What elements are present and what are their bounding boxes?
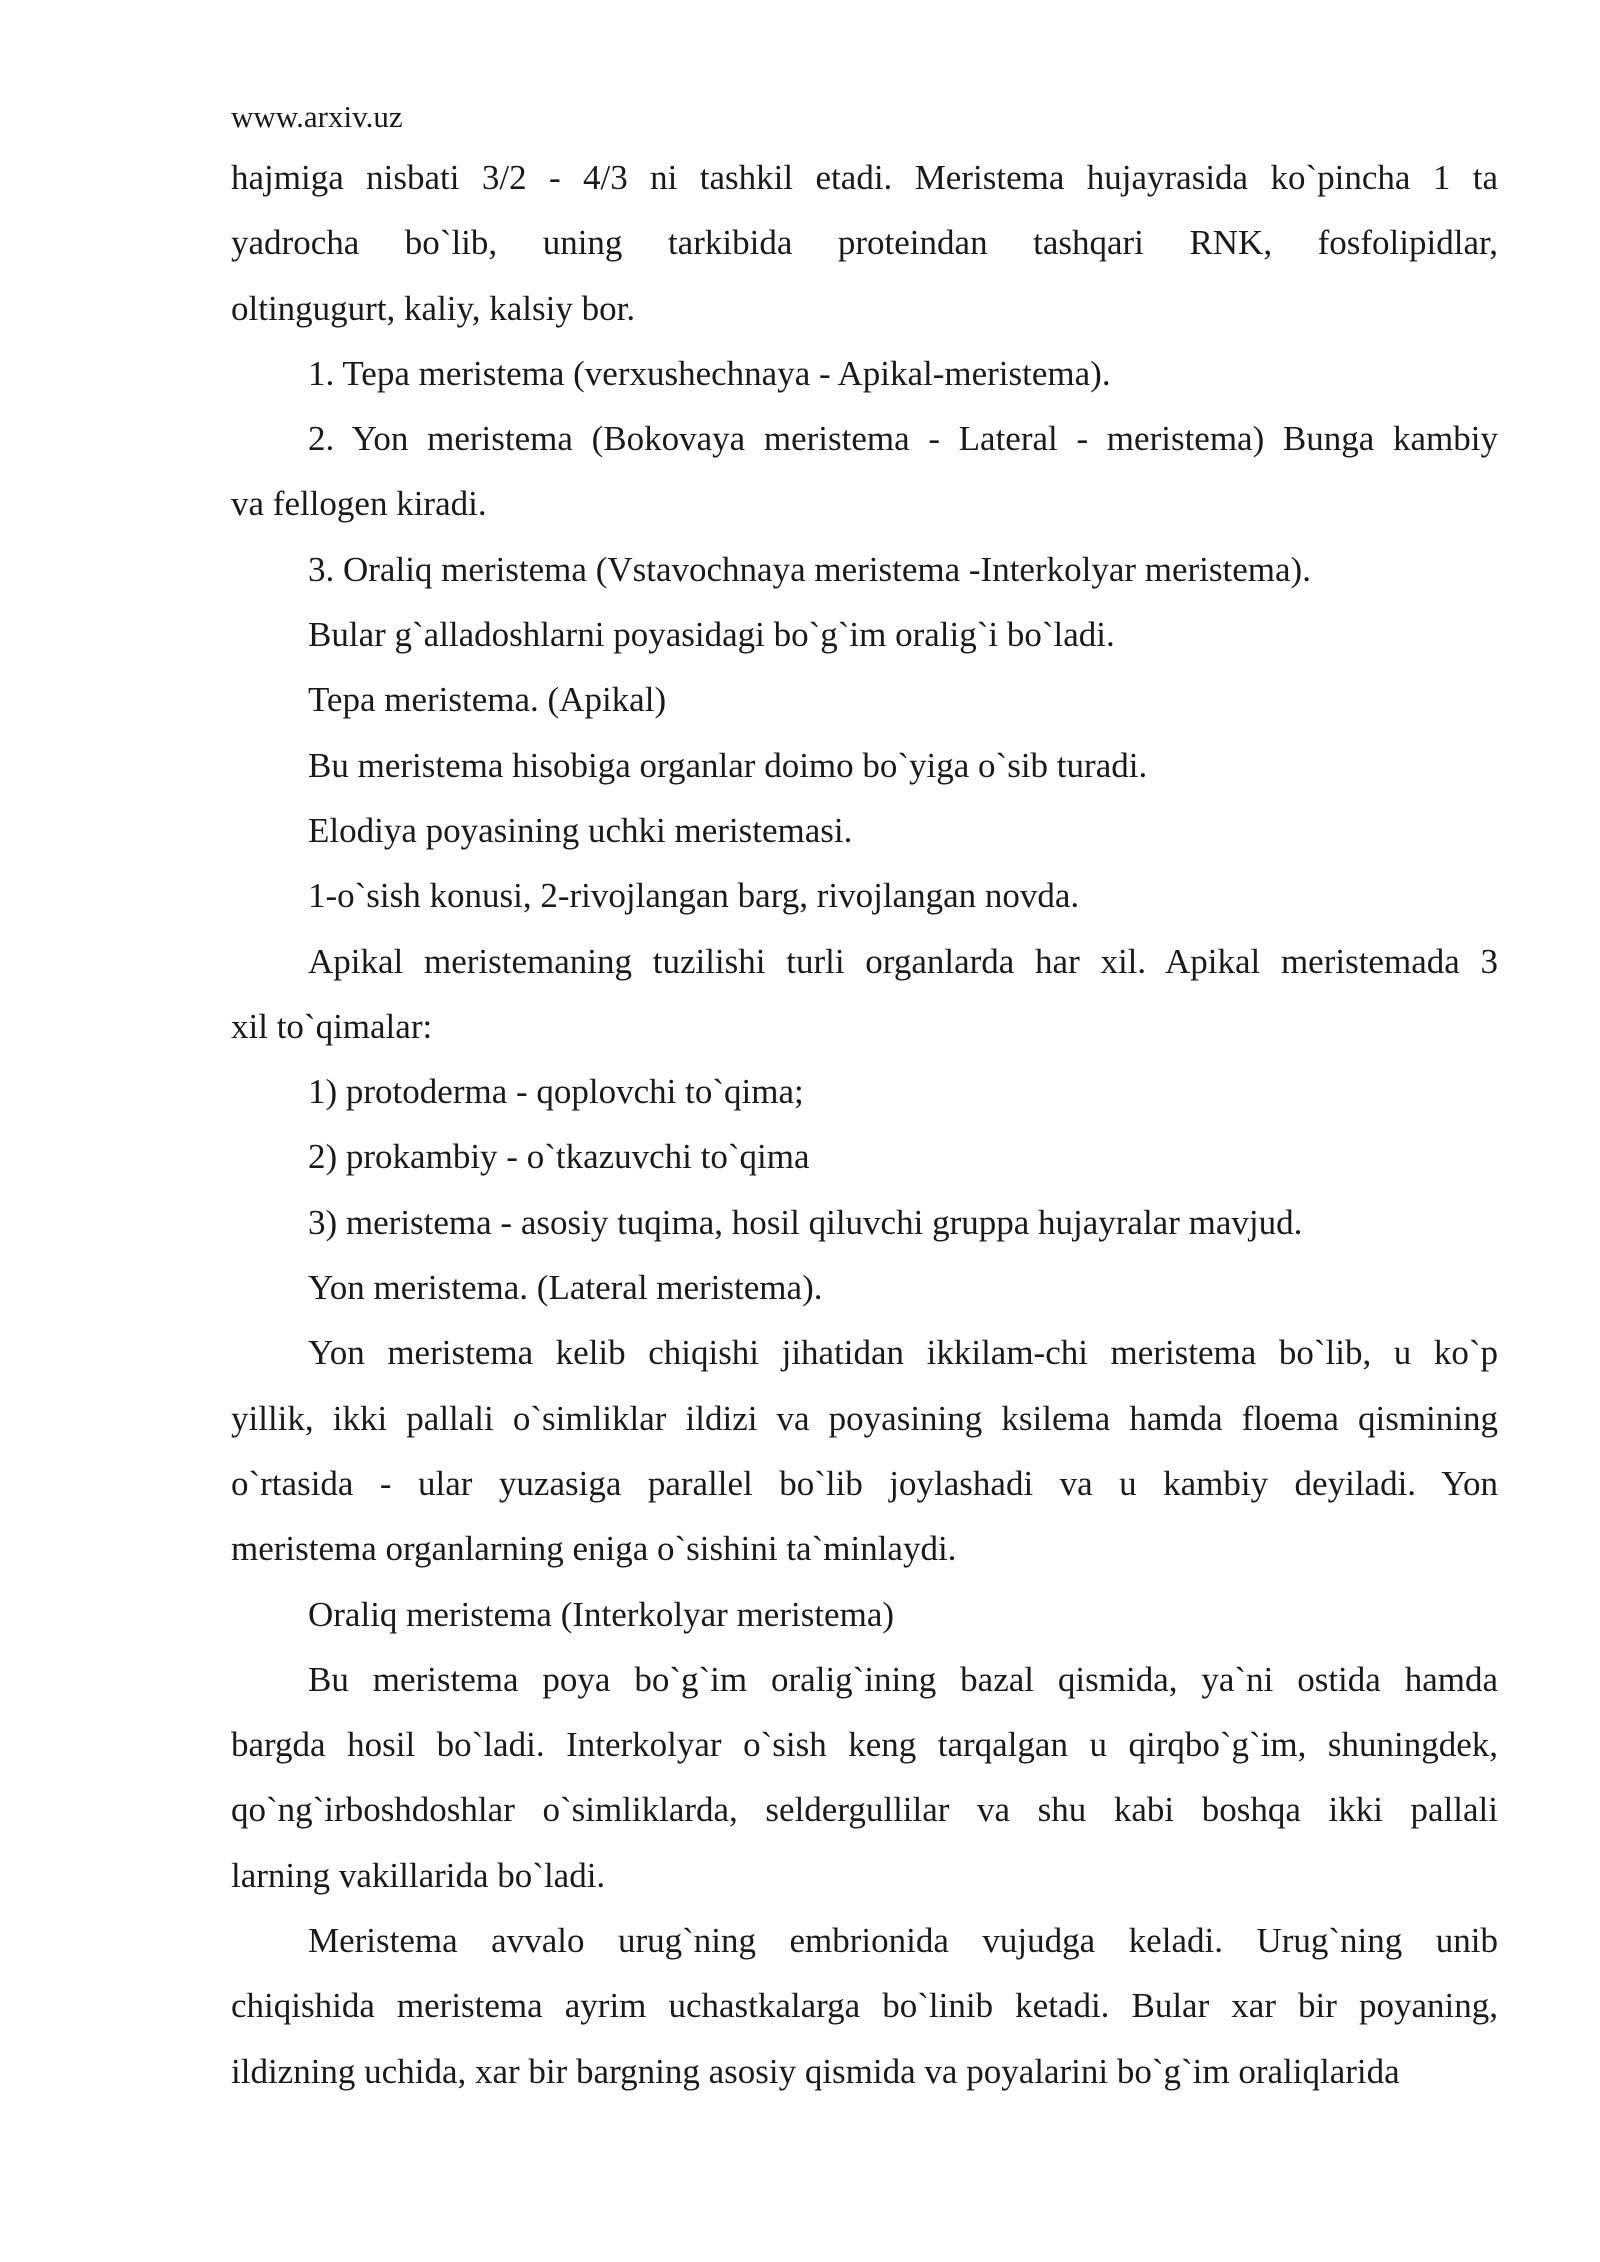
- text-line: 3) meristema - asosiy tuqima, hosil qiluvchi gruppa hujayralar mavjud.: [308, 1202, 1303, 1242]
- text-line: yadrocha bo`lib, uning tarkibida proteindan tashqari RNK, fosfolipidlar,: [231, 223, 1498, 263]
- text-line: bargda hosil bo`ladi. Interkolyar o`sish keng tarqalgan u qirqbo`g`im, shuningdek,: [231, 1725, 1498, 1765]
- paragraph-p2: [231, 341, 1498, 406]
- text-line: larning vakillarida bo`ladi.: [231, 1855, 606, 1895]
- text-line: 2. Yon meristema (Bokovaya meristema - Lateral - meristema) Bunga kambiy: [308, 419, 1498, 459]
- paragraph-p9: [231, 863, 1498, 928]
- text-line: qo`ng`irboshdoshlar o`simliklarda, seldergullilar va shu kabi boshqa ikki pallali: [231, 1790, 1498, 1830]
- text-line: va fellogen kiradi.: [231, 484, 487, 524]
- text-line: Bu meristema hisobiga organlar doimo bo`yiga o`sib turadi.: [308, 745, 1148, 785]
- paragraph-p16: [231, 1582, 1498, 1647]
- paragraph-p6: [231, 667, 1498, 732]
- text-line: xil to`qimalar:: [231, 1006, 433, 1046]
- paragraph-p13: [231, 1190, 1498, 1255]
- paragraph-p18: [231, 1908, 1498, 2104]
- paragraph-p1: [231, 145, 1498, 341]
- text-line: Bular g`alladoshlarni poyasidagi bo`g`im oralig`i bo`ladi.: [308, 615, 1115, 655]
- text-line: 3. Oraliq meristema (Vstavochnaya meristema -Interkolyar meristema).: [308, 549, 1311, 589]
- text-line: yillik, ikki pallali o`simliklar ildizi va poyasining ksilema hamda floema qismining: [231, 1398, 1498, 1438]
- text-line: ildizning uchida, xar bir bargning asosiy qismida va poyalarini bo`g`im oraliqlarida: [231, 2051, 1400, 2091]
- text-line: Yon meristema kelib chiqishi jihatidan ikkilam-chi meristema bo`lib, u ko`p: [308, 1333, 1498, 1373]
- text-line: oltingugurt, kaliy, kalsiy bor.: [231, 288, 636, 328]
- text-line: 1. Tepa meristema (verxushechnaya - Apikal-meristema).: [308, 353, 1111, 393]
- page-header-url: www.arxiv.uz: [231, 99, 403, 134]
- paragraph-p15: [231, 1320, 1498, 1581]
- text-line: 1-o`sish konusi, 2-rivojlangan barg, rivojlangan novda.: [308, 876, 1080, 916]
- paragraph-p12: [231, 1124, 1498, 1189]
- text-line: 1) protoderma - qoplovchi to`qima;: [308, 1072, 804, 1112]
- text-line: Elodiya poyasining uchki meristemasi.: [308, 810, 853, 850]
- paragraph-p5: [231, 602, 1498, 667]
- paragraph-p8: [231, 798, 1498, 863]
- paragraph-p4: [231, 537, 1498, 602]
- paragraph-p7: [231, 733, 1498, 798]
- paragraph-p14: [231, 1255, 1498, 1320]
- text-line: Bu meristema poya bo`g`im oralig`ining bazal qismida, ya`ni ostida hamda: [308, 1659, 1498, 1699]
- text-line: Tepa meristema. (Apikal): [308, 680, 667, 720]
- text-line: 2) prokambiy - o`tkazuvchi to`qima: [308, 1137, 810, 1177]
- document-body: [231, 145, 1498, 2104]
- text-line: meristema organlarning eniga o`sishini ta`minlaydi.: [231, 1529, 957, 1569]
- paragraph-p17: [231, 1647, 1498, 1908]
- text-line: Meristema avvalo urug`ning embrionida vujudga keladi. Urug`ning unib: [308, 1921, 1498, 1961]
- text-line: o`rtasida - ular yuzasiga parallel bo`lib joylashadi va u kambiy deyiladi. Yon: [231, 1463, 1498, 1503]
- text-line: Apikal meristemaning tuzilishi turli organlarda har xil. Apikal meristemada 3: [308, 941, 1498, 981]
- text-line: chiqishida meristema ayrim uchastkalarga bo`linib ketadi. Bular xar bir poyaning,: [231, 1986, 1498, 2026]
- text-line: hajmiga nisbati 3/2 - 4/3 ni tashkil etadi. Meristema hujayrasida ko`pincha 1 ta: [231, 158, 1498, 197]
- paragraph-p10: [231, 929, 1498, 1060]
- text-line: Oraliq meristema (Interkolyar meristema): [308, 1594, 895, 1634]
- text-line: Yon meristema. (Lateral meristema).: [308, 1268, 823, 1308]
- paragraph-p11: [231, 1059, 1498, 1124]
- paragraph-p3: [231, 406, 1498, 537]
